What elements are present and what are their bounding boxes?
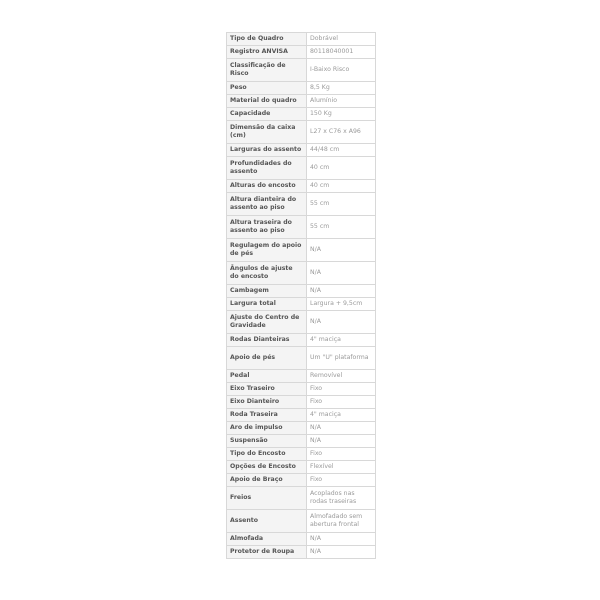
spec-row — [227, 422, 376, 435]
spec-value: Almofadado sem abertura frontal — [307, 510, 376, 533]
spec-row — [227, 59, 376, 82]
spec-row — [227, 409, 376, 422]
spec-label: Material do quadro — [227, 95, 307, 108]
spec-label: Capacidade — [227, 108, 307, 121]
spec-value: 4" maciça — [307, 334, 376, 347]
spec-value: N/A — [307, 422, 376, 435]
spec-row — [227, 383, 376, 396]
spec-row — [227, 435, 376, 448]
spec-row — [227, 193, 376, 216]
spec-label: Tipo de Quadro — [227, 33, 307, 46]
spec-value: 40 cm — [307, 157, 376, 180]
spec-value: N/A — [307, 533, 376, 546]
spec-value: Flexível — [307, 461, 376, 474]
spec-value: N/A — [307, 435, 376, 448]
spec-value: N/A — [307, 285, 376, 298]
spec-label: Tipo do Encosto — [227, 448, 307, 461]
spec-row — [227, 461, 376, 474]
spec-value: 150 Kg — [307, 108, 376, 121]
spec-label: Pedal — [227, 370, 307, 383]
spec-label: Ajuste do Centro de Gravidade — [227, 311, 307, 334]
spec-value: 4" maciça — [307, 409, 376, 422]
spec-label: Dimensão da caixa (cm) — [227, 121, 307, 144]
spec-value: N/A — [307, 311, 376, 334]
spec-row — [227, 239, 376, 262]
spec-row — [227, 510, 376, 533]
spec-label: Apoio de pés — [227, 347, 307, 370]
spec-value: Largura + 9,5cm — [307, 298, 376, 311]
spec-row — [227, 311, 376, 334]
spec-label: Largura total — [227, 298, 307, 311]
spec-row — [227, 108, 376, 121]
spec-label: Freios — [227, 487, 307, 510]
spec-row — [227, 33, 376, 46]
spec-value: Acoplados nas rodas traseiras — [307, 487, 376, 510]
spec-value: Um "U" plataforma — [307, 347, 376, 370]
spec-label: Altura dianteira do assento ao piso — [227, 193, 307, 216]
spec-row — [227, 285, 376, 298]
spec-value: I-Baixo Risco — [307, 59, 376, 82]
spec-row — [227, 298, 376, 311]
spec-value: N/A — [307, 546, 376, 559]
spec-row — [227, 396, 376, 409]
spec-label: Altura traseira do assento ao piso — [227, 216, 307, 239]
spec-value: Dobrável — [307, 33, 376, 46]
spec-label: Aro de impulso — [227, 422, 307, 435]
spec-value: 55 cm — [307, 193, 376, 216]
spec-label: Regulagem do apoio de pés — [227, 239, 307, 262]
spec-value: Fixo — [307, 474, 376, 487]
spec-label: Roda Traseira — [227, 409, 307, 422]
spec-row — [227, 370, 376, 383]
spec-value: Fixo — [307, 448, 376, 461]
spec-row — [227, 533, 376, 546]
spec-label: Apoio de Braço — [227, 474, 307, 487]
spec-row — [227, 474, 376, 487]
spec-row — [227, 144, 376, 157]
spec-label: Registro ANVISA — [227, 46, 307, 59]
spec-value: Fixo — [307, 383, 376, 396]
spec-row — [227, 157, 376, 180]
spec-value: 8,5 Kg — [307, 82, 376, 95]
spec-label: Ângulos de ajuste do encosto — [227, 262, 307, 285]
spec-row — [227, 82, 376, 95]
spec-value: N/A — [307, 239, 376, 262]
spec-label: Suspensão — [227, 435, 307, 448]
spec-row — [227, 46, 376, 59]
spec-row — [227, 546, 376, 559]
spec-label: Eixo Traseiro — [227, 383, 307, 396]
spec-label: Protetor de Roupa — [227, 546, 307, 559]
spec-row — [227, 334, 376, 347]
spec-label: Alturas do encosto — [227, 180, 307, 193]
spec-label: Opções de Encosto — [227, 461, 307, 474]
spec-value: 80118040001 — [307, 46, 376, 59]
spec-value: 55 cm — [307, 216, 376, 239]
spec-label: Almofada — [227, 533, 307, 546]
spec-value: Fixo — [307, 396, 376, 409]
spec-value: N/A — [307, 262, 376, 285]
spec-label: Profundidades do assento — [227, 157, 307, 180]
spec-row — [227, 180, 376, 193]
spec-row — [227, 448, 376, 461]
spec-value: Removível — [307, 370, 376, 383]
spec-value: L27 x C76 x A96 — [307, 121, 376, 144]
spec-label: Cambagem — [227, 285, 307, 298]
specifications-table — [226, 32, 376, 559]
spec-label: Assento — [227, 510, 307, 533]
spec-row — [227, 216, 376, 239]
spec-row — [227, 347, 376, 370]
specifications-table-body — [227, 33, 376, 559]
spec-label: Peso — [227, 82, 307, 95]
spec-value: 40 cm — [307, 180, 376, 193]
spec-row — [227, 262, 376, 285]
spec-label: Classificação de Risco — [227, 59, 307, 82]
spec-label: Larguras do assento — [227, 144, 307, 157]
spec-label: Eixo Dianteiro — [227, 396, 307, 409]
spec-row — [227, 487, 376, 510]
spec-value: 44/48 cm — [307, 144, 376, 157]
spec-row — [227, 121, 376, 144]
spec-label: Rodas Dianteiras — [227, 334, 307, 347]
spec-value: Alumínio — [307, 95, 376, 108]
spec-row — [227, 95, 376, 108]
